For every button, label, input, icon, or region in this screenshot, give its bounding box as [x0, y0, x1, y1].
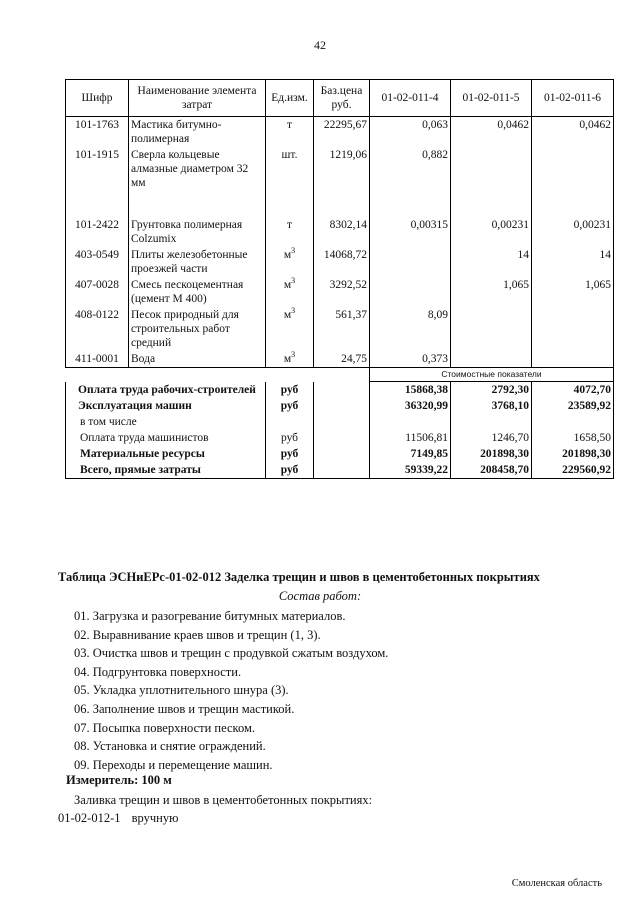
list-item: 07. Посыпка поверхности песком.	[74, 720, 256, 735]
summary-value-col1: 36320,99	[370, 398, 451, 414]
operations-list	[74, 607, 388, 774]
list-item: 01. Загрузка и разогревание битумных материалов.	[74, 609, 346, 623]
list-item: 02. Выравнивание краев швов и трещин (1, 3).	[74, 627, 321, 642]
item-value-col2: 14	[451, 247, 532, 277]
summary-value-col3: 229560,92	[532, 462, 614, 479]
summary-value-col3: 23589,92	[532, 398, 614, 414]
item-code: 101-1915	[66, 147, 129, 217]
item-price: 24,75	[314, 351, 370, 368]
list-item: 06. Заполнение швов и трещин мастикой.	[74, 701, 295, 716]
item-value-col1: 0,373	[370, 351, 451, 368]
list-item: 09. Переходы и перемещение машин.	[74, 757, 273, 772]
item-value-col2: 0,0462	[451, 117, 532, 148]
item-unit: $м^3$	[266, 247, 314, 277]
item-code: 408-0122	[66, 307, 129, 351]
list-item: 04. Подгрунтовка поверхности.	[74, 664, 242, 679]
summary-value-col2: 2792,30	[451, 382, 532, 399]
summary-unit: руб	[266, 462, 314, 479]
item-value-col1: 8,09	[370, 307, 451, 351]
summary-value-col3: 4072,70	[532, 382, 614, 399]
summary-unit: руб	[266, 430, 314, 446]
summary-label: Материальные ресурсы	[66, 446, 266, 462]
section-title: Таблица ЭСНиЕРс-01-02-012 Заделка трещин и швов в цементобетонных покрытиях	[58, 570, 540, 584]
row-code: 01-02-012-1	[58, 811, 121, 825]
summary-label: Оплата труда рабочих-строителей	[66, 382, 266, 399]
table-header-row	[66, 80, 614, 117]
item-name: Грунтовка полимерная Colzumix	[129, 217, 266, 247]
summary-unit: руб	[266, 446, 314, 462]
item-name: Мастика битумно-полимерная	[129, 117, 266, 148]
item-price: 561,37	[314, 307, 370, 351]
item-unit: т	[266, 217, 314, 247]
item-value-col1: 0,063	[370, 117, 451, 148]
item-price: 1219,06	[314, 147, 370, 217]
summary-row-materials	[66, 446, 614, 462]
summary-unit: руб	[266, 398, 314, 414]
summary-value-col1: 7149,85	[370, 446, 451, 462]
summary-value-col2: 1246,70	[451, 430, 532, 446]
item-value-col3	[532, 351, 614, 368]
item-value-col2: 1,065	[451, 277, 532, 307]
summary-label: Оплата труда машинистов	[66, 430, 266, 446]
item-name: Песок природный для строительных работ средний	[129, 307, 266, 351]
item-value-col2	[451, 147, 532, 217]
table-row	[66, 147, 614, 217]
item-value-col3	[532, 307, 614, 351]
table-row	[66, 117, 614, 148]
summary-value-col2: 201898,30	[451, 446, 532, 462]
summary-label: Эксплуатация машин	[66, 398, 266, 414]
header-unit: Ед.изм.	[266, 80, 314, 117]
header-col2: 01-02-011-5	[451, 80, 532, 117]
table-row	[66, 277, 614, 307]
item-value-col3: 0,0462	[532, 117, 614, 148]
item-value-col2	[451, 351, 532, 368]
item-value-col3: 14	[532, 247, 614, 277]
item-code: 101-2422	[66, 217, 129, 247]
item-name: Вода	[129, 351, 266, 368]
summary-value-col3: 201898,30	[532, 446, 614, 462]
meter-label: Измеритель: 100 м	[66, 773, 172, 787]
summary-row-including	[66, 414, 614, 430]
page-number: 42	[314, 38, 326, 52]
item-unit: $м^3$	[266, 307, 314, 351]
item-value-col3: 1,065	[532, 277, 614, 307]
item-value-col1: 0,00315	[370, 217, 451, 247]
item-code: 101-1763	[66, 117, 129, 148]
row-label: вручную	[131, 811, 179, 825]
item-unit: $м^3$	[266, 277, 314, 307]
item-price: 3292,52	[314, 277, 370, 307]
header-code: Шифр	[66, 80, 129, 117]
item-code: 407-0028	[66, 277, 129, 307]
item-value-col2	[451, 307, 532, 351]
summary-value-col2: 3768,10	[451, 398, 532, 414]
item-unit: $м^3$	[266, 351, 314, 368]
cost-caption-row	[66, 368, 614, 382]
cost-caption: Стоимостные показатели	[370, 368, 614, 382]
item-code: 411-0001	[66, 351, 129, 368]
table-row	[66, 217, 614, 247]
resource-table	[65, 79, 614, 479]
summary-label: Всего, прямые затраты	[66, 462, 266, 479]
summary-row-operators	[66, 430, 614, 446]
summary-value-col2: 208458,70	[451, 462, 532, 479]
header-col3: 01-02-011-6	[532, 80, 614, 117]
composition-heading: Состав работ:	[278, 589, 362, 603]
table-row	[66, 247, 614, 277]
item-code: 403-0549	[66, 247, 129, 277]
item-unit: шт.	[266, 147, 314, 217]
row-code-line	[58, 811, 178, 826]
item-name: Сверла кольцевые алмазные диаметром 32 мм	[129, 147, 266, 217]
item-price: 8302,14	[314, 217, 370, 247]
summary-row-total	[66, 462, 614, 479]
summary-label: в том числе	[66, 414, 266, 430]
header-col1: 01-02-011-4	[370, 80, 451, 117]
item-value-col2: 0,00231	[451, 217, 532, 247]
footer-region: Смоленская область	[511, 878, 602, 889]
list-item: 03. Очистка швов и трещин с продувкой сжатым воздухом.	[74, 646, 389, 661]
list-item: 05. Укладка уплотнительного шнура (3).	[74, 683, 289, 698]
header-name: Наименование элемента затрат	[129, 80, 266, 117]
table-row	[66, 351, 614, 368]
summary-value-col1: 11506,81	[370, 430, 451, 446]
header-price: Баз.цена руб.	[314, 80, 370, 117]
table-row	[66, 307, 614, 351]
summary-unit: руб	[266, 382, 314, 399]
summary-value-col1: 15868,38	[370, 382, 451, 399]
summary-row-labor	[66, 382, 614, 399]
item-value-col1	[370, 247, 451, 277]
item-unit: т	[266, 117, 314, 148]
summary-value-col3: 1658,50	[532, 430, 614, 446]
item-name: Плиты железобетонные проезжей части	[129, 247, 266, 277]
fill-title: Заливка трещин и швов в цементобетонных покрытиях:	[74, 793, 373, 807]
item-price: 22295,67	[314, 117, 370, 148]
list-item: 08. Установка и снятие ограждений.	[74, 739, 266, 754]
item-name: Смесь пескоцементная (цемент М 400)	[129, 277, 266, 307]
item-value-col3	[532, 147, 614, 217]
item-value-col1: 0,882	[370, 147, 451, 217]
item-value-col3: 0,00231	[532, 217, 614, 247]
summary-row-machines	[66, 398, 614, 414]
summary-value-col1: 59339,22	[370, 462, 451, 479]
item-value-col1	[370, 277, 451, 307]
item-price: 14068,72	[314, 247, 370, 277]
